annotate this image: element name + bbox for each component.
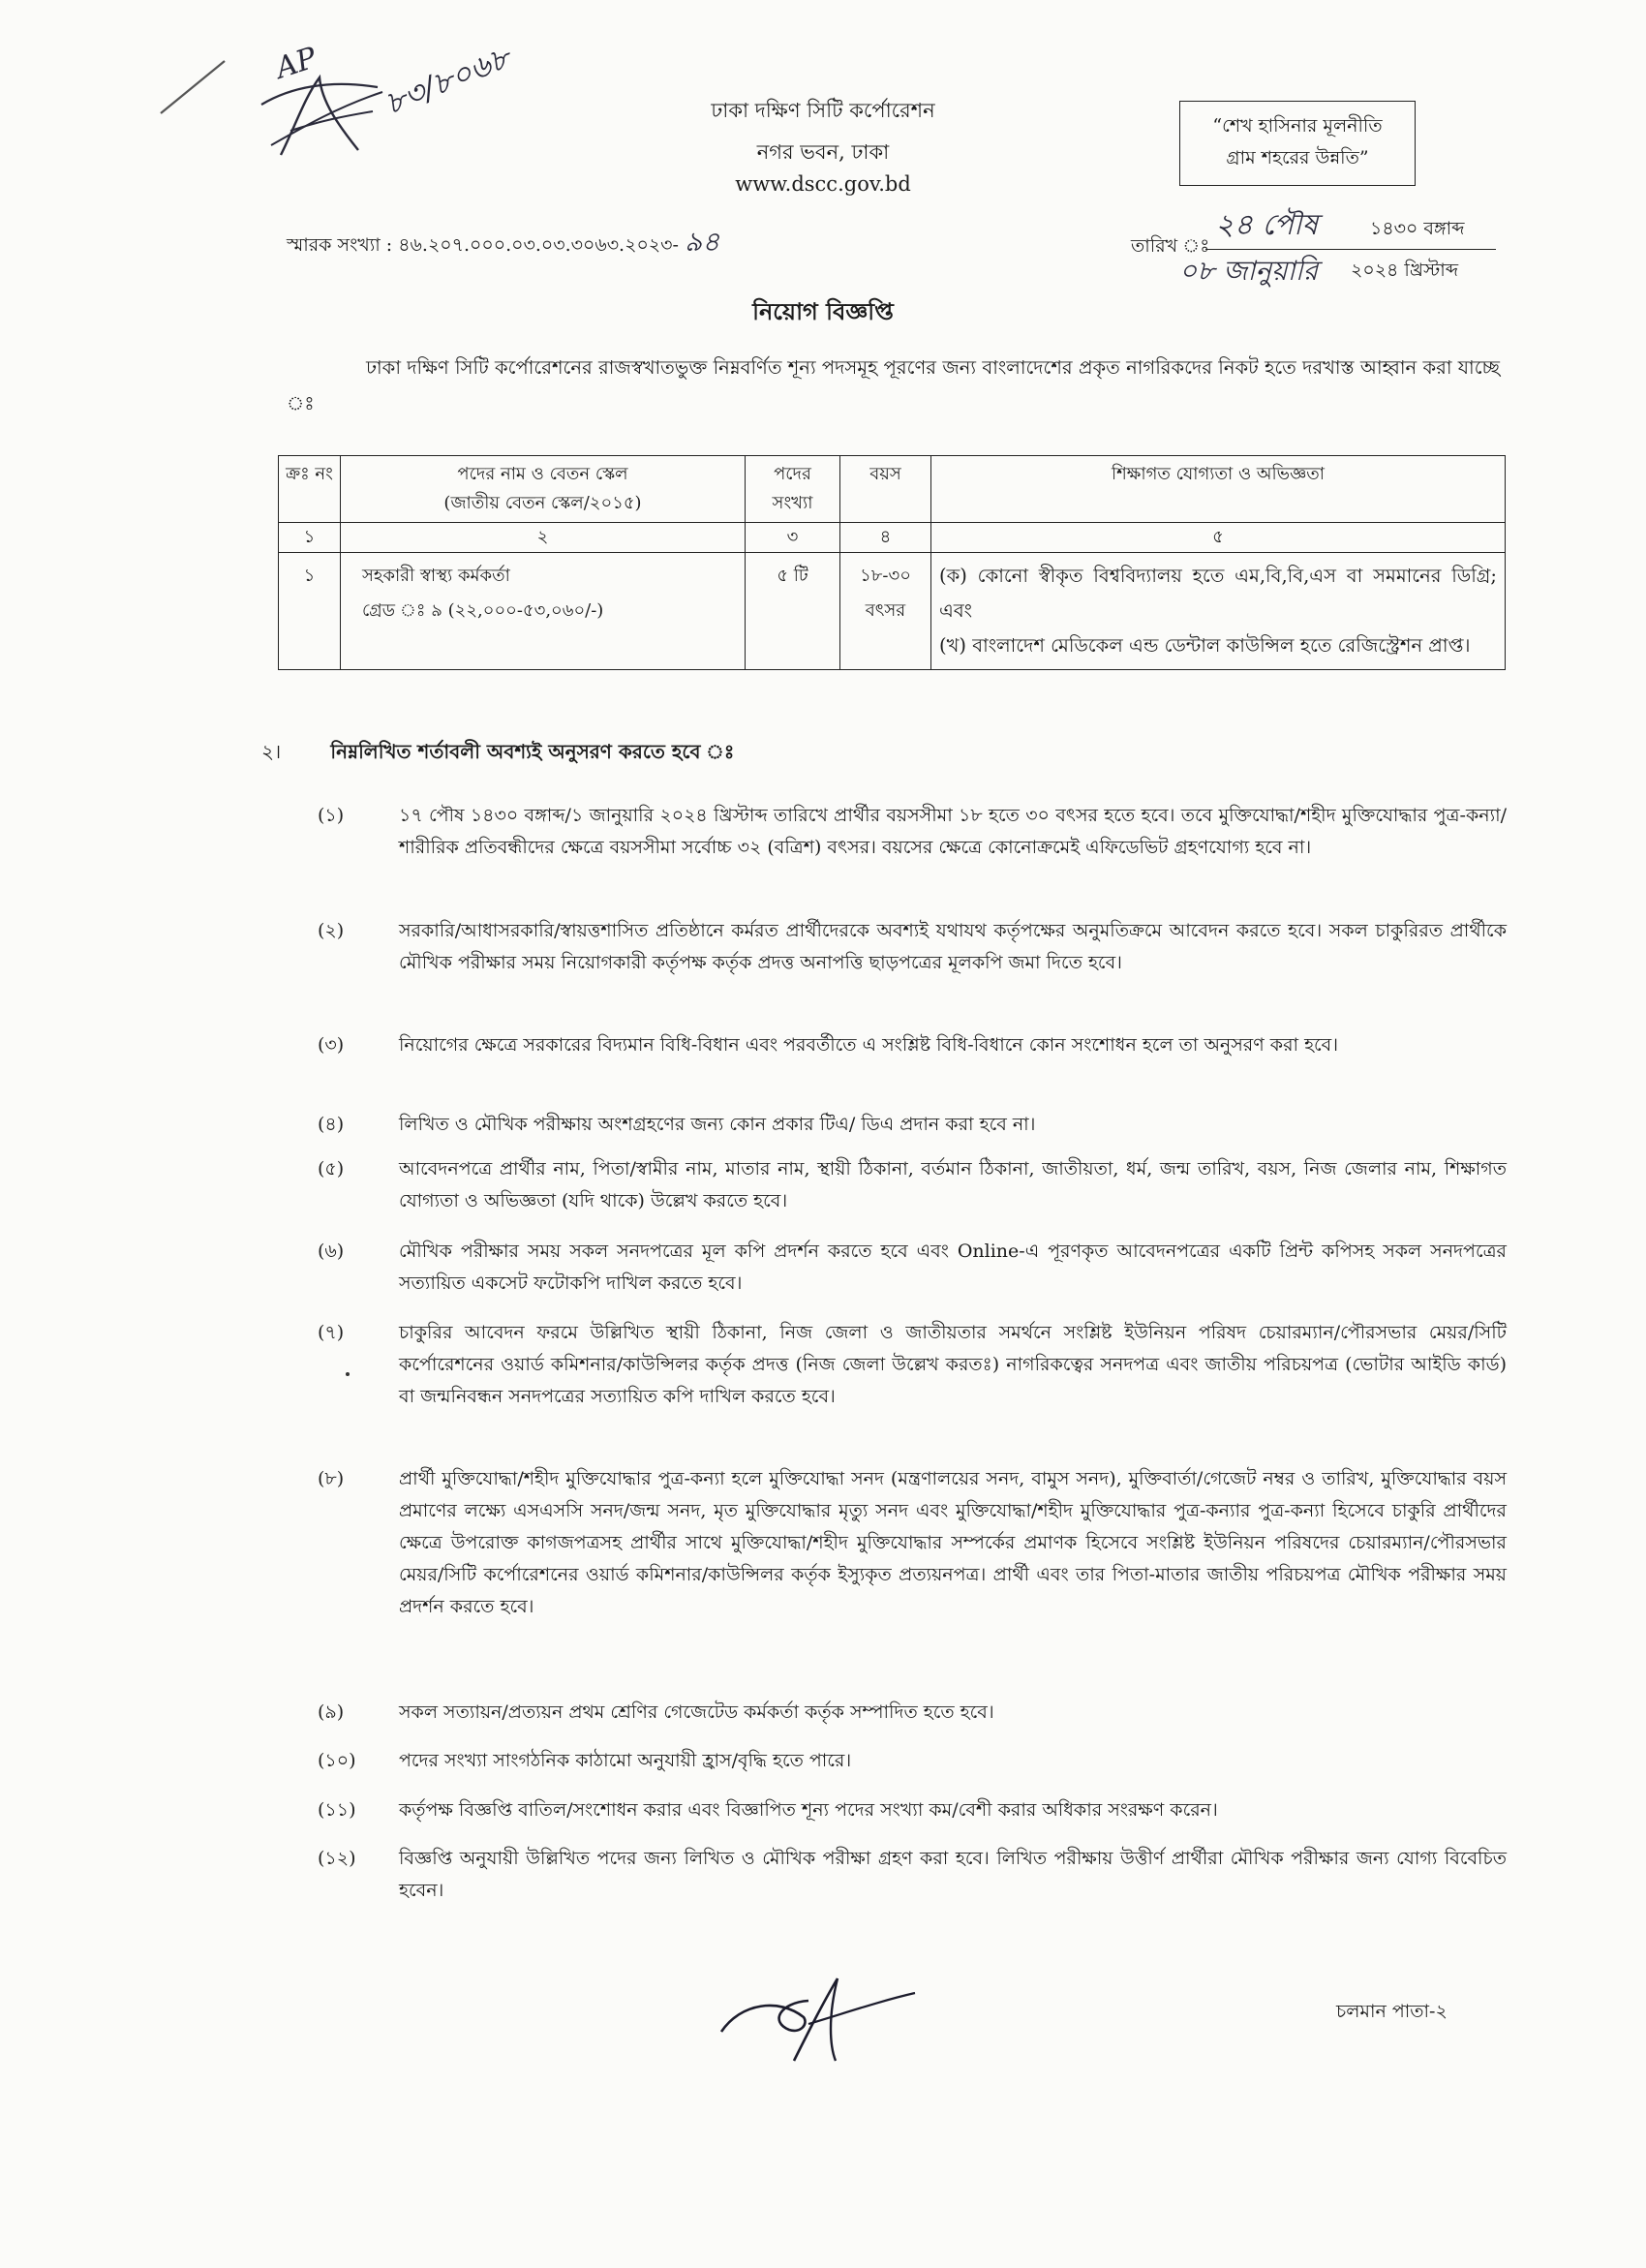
condition-text: বিজ্ঞপ্তি অনুযায়ী উল্লিখিত পদের জন্য লিখিত ও মৌখিক পরীক্ষা গ্রহণ করা হবে। লিখিত পরীক্ষায় উত্তীর্ণ প্রার্থীরা মৌখিক পরীক্ষার জন্য যোগ্য বিবেচিত হবেন। — [399, 1848, 1507, 1901]
header-qualification: শিক্ষাগত যোগ্যতা ও অভিজ্ঞতা — [931, 456, 1506, 523]
continued-page-note: চলমান পাতা-২ — [1336, 2001, 1448, 2022]
motto-line-1: “শেখ হাসিনার মূলনীতি — [1212, 115, 1383, 137]
header-count-line2: সংখ্যা — [772, 493, 813, 513]
stray-dot — [346, 1372, 350, 1376]
vacancy-table — [278, 455, 1506, 670]
qualification-b: (খ) বাংলাদেশ মেডিকেল এন্ড ডেন্টাল কাউন্সিল হতে রেজিস্ট্রেশন প্রাপ্ত। — [939, 634, 1471, 657]
condition-item — [318, 1236, 1507, 1300]
condition-number: (১১) — [318, 1799, 356, 1821]
org-name: ঢাকা দক্ষিণ সিটি কর্পোরেশন — [711, 99, 935, 122]
date-bangla-handwritten: ২৪ পৌষ — [1215, 208, 1319, 242]
condition-item — [318, 1029, 1507, 1061]
condition-item — [318, 1794, 1507, 1826]
condition-number: (২) — [318, 920, 345, 941]
row-serial: ১ — [279, 553, 341, 670]
date-english-handwritten: ০৮ জানুয়ারি — [1179, 255, 1319, 287]
table-row — [279, 553, 1506, 670]
condition-item — [318, 1317, 1507, 1413]
header-post-line1: পদের নাম ও বেতন স্কেল — [457, 464, 628, 484]
org-website: www.dscc.gov.bd — [735, 172, 911, 196]
intro-paragraph: ঢাকা দক্ষিণ সিটি কর্পোরেশনের রাজস্বখাতভুক্ত নিম্নবর্ণিত শূন্য পদসমূহ পূরণের জন্য বাংলাদেশের প্রকৃত নাগরিকদের নিকট হতে দরখাস্ত আহ্বান করা যাচ্ছে ঃ — [287, 356, 1500, 414]
table-header-row — [279, 456, 1506, 523]
row-qualification — [931, 553, 1506, 670]
qualification-a: (ক) কোনো স্বীকৃত বিশ্ববিদ্যালয় হতে এম,বি,বি,এস বা সমমানের ডিগ্রি; এবং — [939, 565, 1497, 622]
date-english-year: ২০২৪ খ্রিস্টাব্দ — [1351, 260, 1459, 281]
date-label: তারিখ ঃ — [1131, 235, 1210, 257]
condition-item — [318, 1745, 1507, 1777]
row-count: ৫ টি — [746, 553, 840, 670]
condition-item — [318, 1697, 1507, 1729]
condition-text: লিখিত ও মৌখিক পরীক্ষায় অংশগ্রহণের জন্য কোন প্রকার টিএ/ ডিএ প্রদান করা হবে না। — [399, 1114, 1036, 1135]
condition-text: আবেদনপত্রে প্রার্থীর নাম, পিতা/স্বামীর নাম, মাতার নাম, স্থায়ী ঠিকানা, বর্তমান ঠিকানা, জাতীয়তা, ধর্ম, জন্ম তারিখ, বয়স, নিজ জেলার নাম, শিক্ষাগত যোগ্যতা ও অভিজ্ঞতা (যদি থাকে) উল্লেখ করতে হবে। — [399, 1158, 1507, 1211]
org-address: নগর ভবন, ঢাকা — [756, 140, 890, 164]
condition-text: ১৭ পৌষ ১৪৩০ বঙ্গাব্দ/১ জানুয়ারি ২০২৪ খ্রিস্টাব্দ তারিখে প্রার্থীর বয়সসীমা ১৮ হতে ৩০ বৎসর হতে হবে। তবে মুক্তিযোদ্ধা/শহীদ মুক্তিযোদ্ধার পুত্র-কন্যা/শারীরিক প্রতিবন্ধীদের ক্ষেত্রে বয়সসীমা সর্বোচ্চ ৩২ (বত্রিশ) বৎসর। বয়সের ক্ষেত্রে কোনোক্রমেই এফিডেভিট গ্রহণযোগ্য হবে না। — [399, 805, 1507, 858]
condition-item — [318, 1463, 1507, 1623]
header-age: বয়স — [840, 456, 931, 523]
condition-item — [318, 1153, 1507, 1217]
condition-number: (৩) — [318, 1034, 345, 1056]
row-age-range: ১৮-৩০ — [860, 566, 911, 586]
condition-text: সরকারি/আধাসরকারি/স্বায়ত্তশাসিত প্রতিষ্ঠানে কর্মরত প্রার্থীদেরকে অবশ্যই যথাযথ কর্তৃপক্ষের অনুমতিক্রমে আবেদন করতে হবে। সকল চাকুরিরত প্রার্থীকে মৌখিক পরীক্ষার সময় নিয়োগকারী কর্তৃপক্ষ কর্তৃক প্রদত্ত অনাপত্তি ছাড়পত্রের মূলকপি জমা দিতে হবে। — [399, 920, 1507, 973]
row-post — [341, 553, 746, 670]
condition-text: পদের সংখ্যা সাংগঠনিক কাঠামো অনুযায়ী হ্রাস/বৃদ্ধি হতে পারে। — [399, 1750, 852, 1771]
condition-text: কর্তৃপক্ষ বিজ্ঞপ্তি বাতিল/সংশোধন করার এবং বিজ্ঞাপিত শূন্য পদের সংখ্যা কম/বেশী করার অধিকার সংরক্ষণ করেন। — [399, 1799, 1218, 1821]
section-number: ২। — [261, 740, 282, 763]
date-bangla-year: ১৪৩০ বঙ্গাব্দ — [1370, 218, 1465, 239]
col-number: ৪ — [840, 523, 931, 553]
motto-line-2: গ্রাম শহরের উন্নতি” — [1226, 147, 1369, 169]
row-age — [840, 553, 931, 670]
section-heading-text: নিম্নলিখিত শর্তাবলী অবশ্যই অনুসরণ করতে হবে ঃ — [330, 740, 735, 763]
condition-number: (১০) — [318, 1750, 356, 1771]
condition-text: সকল সত্যায়ন/প্রত্যয়ন প্রথম শ্রেণির গেজেটেড কর্মকর্তা কর্তৃক সম্পাদিত হতে হবে। — [399, 1701, 994, 1723]
handwritten-receipt-number: ৮৩/৮০৬৮ — [380, 39, 515, 123]
header-post-line2: (জাতীয় বেতন স্কেল/২০১৫) — [443, 493, 642, 513]
row-age-unit: বৎসর — [865, 600, 906, 621]
condition-number: (৯) — [318, 1701, 345, 1723]
condition-item — [318, 800, 1507, 864]
handwritten-initials: AP — [271, 41, 321, 86]
col-number: ৫ — [931, 523, 1506, 553]
notice-title: নিয়োগ বিজ্ঞপ্তি — [752, 297, 894, 325]
row-post-grade: গ্রেড ঃ ৯ (২২,০০০-৫৩,০৬০/-) — [362, 600, 604, 621]
motto-box — [1179, 101, 1416, 186]
conditions-heading — [261, 738, 734, 770]
condition-number: (৮) — [318, 1468, 345, 1489]
condition-text: মৌখিক পরীক্ষার সময় সকল সনদপত্রের মূল কপি প্রদর্শন করতে হবে এবং Online-এ পূরণকৃত আবেদনপত্রের একটি প্রিন্ট কপিসহ সকল সনদপত্রের সত্যায়িত একসেট ফটোকপি দাখিল করতে হবে। — [399, 1241, 1507, 1294]
condition-item — [318, 1843, 1507, 1907]
table-column-number-row — [279, 523, 1506, 553]
col-number: ৩ — [746, 523, 840, 553]
memo-label: স্মারক সংখ্যা : ৪৬.২০৭.০০০.০৩.০৩.৩০৬৩.২০২৩- — [287, 234, 679, 256]
signature — [712, 1964, 925, 2070]
condition-number: (৭) — [318, 1322, 345, 1343]
col-number: ২ — [341, 523, 746, 553]
memo-number — [287, 221, 719, 266]
header-count — [746, 456, 840, 523]
condition-text: প্রার্থী মুক্তিযোদ্ধা/শহীদ মুক্তিযোদ্ধার পুত্র-কন্যা হলে মুক্তিযোদ্ধা সনদ (মন্ত্রণালয়ের সনদ, বামুস সনদ), মুক্তিবার্তা/গেজেট নম্বর ও তারিখ, মুক্তিযোদ্ধার বয়স প্রমাণের লক্ষ্যে এসএসসি সনদ/জন্ম সনদ, মৃত মুক্তিযোদ্ধার মৃত্যু সনদ এবং মুক্তিযোদ্ধা/শহীদ মুক্তিযোদ্ধার পুত্র-কন্যার পুত্র-কন্যা হিসেবে চাকুরি প্রার্থীদের ক্ষেত্রে উপরোক্ত কাগজপত্রসহ প্রার্থীর সাথে মুক্তিযোদ্ধা/শহীদ মুক্তিযোদ্ধার সম্পর্কের প্রমাণক হিসেবে সংশ্লিষ্ট ইউনিয়ন পরিষদের চেয়ারম্যান/পৌরসভার মেয়র/সিটি কর্পোরেশনের ওয়ার্ড কমিশনার/কাউন্সিলর কর্তৃক ইস্যুকৃত প্রত্যয়নপত্র। প্রার্থী এবং তার পিতা-মাতার জাতীয় পরিচয়পত্র মৌখিক পরীক্ষার সময় প্রদর্শন করতে হবে। — [399, 1468, 1507, 1617]
header-serial: ক্রঃ নং — [279, 456, 341, 523]
condition-number: (৫) — [318, 1158, 345, 1180]
condition-item — [318, 915, 1507, 979]
condition-number: (১) — [318, 805, 345, 826]
col-number: ১ — [279, 523, 341, 553]
memo-handwritten-number: ৯৪ — [684, 226, 720, 258]
condition-item — [318, 1109, 1507, 1141]
row-post-name: সহকারী স্বাস্থ্য কর্মকর্তা — [362, 566, 510, 586]
condition-number: (৪) — [318, 1114, 345, 1135]
header-count-line1: পদের — [774, 464, 811, 484]
condition-text: চাকুরির আবেদন ফরমে উল্লিখিত স্থায়ী ঠিকানা, নিজ জেলা ও জাতীয়তার সমর্থনে সংশ্লিষ্ট ইউনিয়ন পরিষদ চেয়ারম্যান/পৌরসভার মেয়র/সিটি কর্পোরেশনের ওয়ার্ড কমিশনার/কাউন্সিলর কর্তৃক প্রদত্ত (নিজ জেলা উল্লেখ করতঃ) নাগরিকত্বের সনদপত্র এবং জাতীয় পরিচয়পত্র (ভোটার আইডি কার্ড) বা জন্মনিবন্ধন সনদপত্রের সত্যায়িত কপি দাখিল করতে হবে। — [399, 1322, 1507, 1407]
header-post — [341, 456, 746, 523]
condition-number: (১২) — [318, 1848, 356, 1869]
condition-text: নিয়োগের ক্ষেত্রে সরকারের বিদ্যমান বিধি-বিধান এবং পরবর্তীতে এ সংশ্লিষ্ট বিধি-বিধানে কোন সংশোধন হলে তা অনুসরণ করা হবে। — [399, 1034, 1339, 1056]
condition-number: (৬) — [318, 1241, 345, 1262]
